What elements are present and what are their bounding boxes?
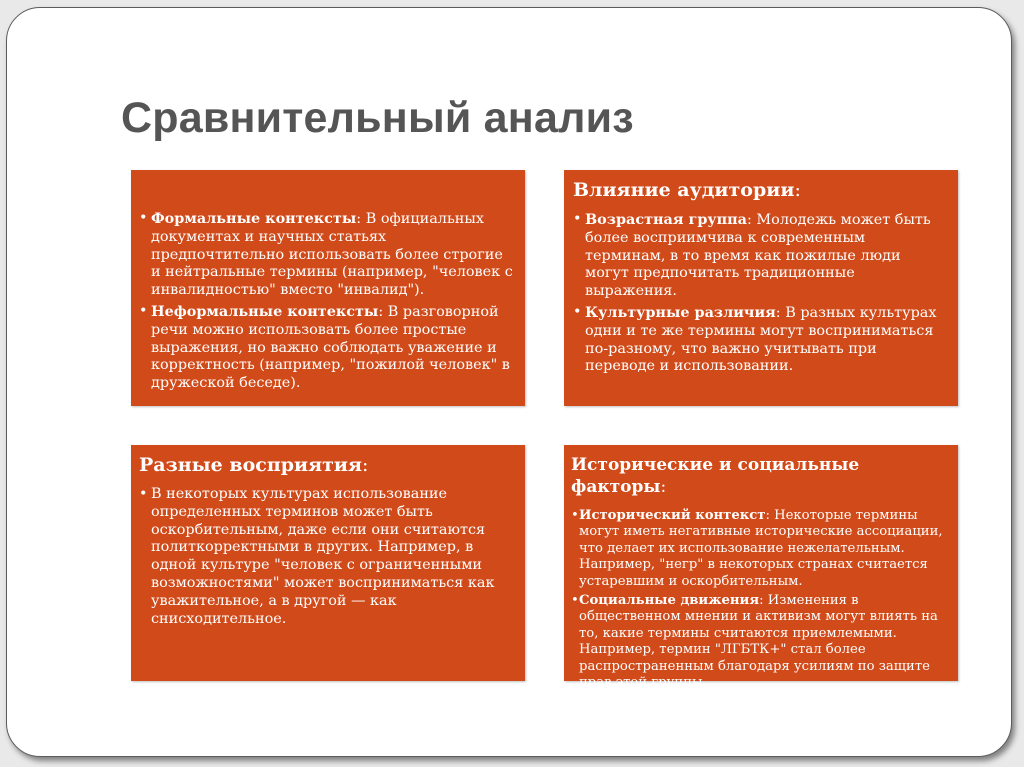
- bullet-icon: •: [139, 486, 148, 502]
- card-audience-list: [573, 211, 948, 376]
- card-heading: [571, 454, 950, 498]
- bullet-icon: •: [571, 593, 579, 609]
- card-history: [564, 445, 958, 691]
- item-text: : В разговорной речи можно использовать более простые выражения, но важно соблюдать уважение и корректность (например, "пожилой человек" в дружеской беседе).: [151, 303, 510, 392]
- card-heading-text: Разные восприятия: [139, 454, 363, 476]
- card-heading: [139, 454, 513, 476]
- slide-frame: [6, 7, 1012, 757]
- bullet-icon: •: [139, 302, 148, 319]
- bullet-icon: •: [139, 210, 148, 226]
- item-text: : В разных культурах одни и те же термины могут восприниматься по-разному, что важно учитывать при переводе и использовании.: [585, 304, 937, 375]
- list-item: [139, 486, 513, 628]
- term-label: Формальные контексты: [151, 210, 357, 227]
- item-text: В некоторых культурах использование определенных терминов может быть оскорбительным, даже если они считаются политкорректными в других. Например, в одной культуре "человек с ограниченными возможностями" может восприниматься как уважительное, а в другой — как снисходительное.: [151, 486, 495, 627]
- bullet-icon: •: [571, 508, 579, 523]
- card-contexts-list: [139, 210, 513, 393]
- item-text: : Молодежь может быть более восприимчива к современным терминам, в то время как пожилые люди могут предпочитать традиционные выражения.: [585, 212, 931, 300]
- bullet-icon: •: [573, 303, 582, 320]
- list-item: [571, 508, 950, 590]
- term-label: Возрастная группа: [585, 211, 747, 228]
- card-heading-colon: :: [794, 179, 801, 201]
- item-text: : В официальных документах и научных статьях предпочтительно использовать более строгие и нейтральные термины (например, "человек с инвалидностью" вместо "инвалид").: [151, 211, 513, 299]
- term-label: Исторический контекст: [579, 508, 766, 523]
- list-item: [139, 303, 513, 393]
- list-item: [139, 210, 513, 300]
- term-label: Неформальные контексты: [151, 302, 379, 320]
- card-history-list: [571, 508, 950, 691]
- item-text: : Некоторые термины могут иметь негативные исторические ассоциации, что делает их использование нежелательным. Например, "негр" в некоторых странах считается устаревшим и оскорбительным.: [579, 508, 943, 589]
- list-item: [571, 593, 950, 691]
- card-perceptions-list: [139, 486, 513, 628]
- term-label: Социальные движения: [579, 593, 760, 609]
- card-heading-text: Исторические и социальные факторы: [571, 455, 860, 497]
- card-audience: [564, 170, 958, 406]
- list-item: [573, 211, 948, 301]
- card-contexts: [131, 170, 525, 406]
- term-label: Культурные различия: [585, 303, 776, 321]
- card-perceptions: [131, 445, 525, 681]
- card-heading-colon: :: [660, 477, 667, 497]
- bullet-icon: •: [573, 211, 582, 227]
- card-heading: [573, 179, 948, 201]
- card-heading-text: Влияние аудитории: [573, 179, 795, 201]
- list-item: [573, 304, 948, 376]
- card-heading-colon: :: [362, 454, 369, 476]
- slide-title: Сравнительный анализ: [121, 94, 634, 142]
- item-text: : Изменения в общественном мнении и активизм могут влиять на то, какие термины считаются приемлемыми. Например, термин "ЛГБТК+" стал более распространенным благодаря усилиям по защите прав этой группы.: [579, 593, 938, 691]
